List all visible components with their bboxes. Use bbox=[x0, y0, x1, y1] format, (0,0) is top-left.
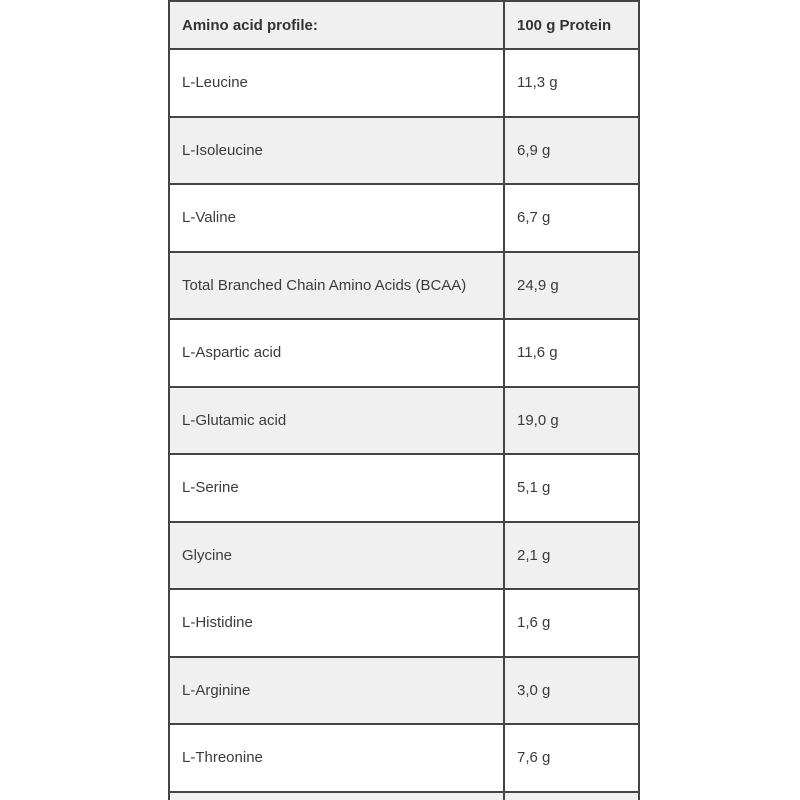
amino-acid-name: L-Arginine bbox=[169, 657, 504, 725]
table-row-partial bbox=[169, 792, 639, 800]
amino-acid-amount: 7,6 g bbox=[504, 724, 639, 792]
table-row bbox=[169, 319, 639, 387]
amino-acid-amount: 2,1 g bbox=[504, 522, 639, 590]
amino-acid-name: L-Serine bbox=[169, 454, 504, 522]
amino-acid-name: Glycine bbox=[169, 522, 504, 590]
table-header bbox=[169, 1, 639, 49]
amino-acid-name: L-Histidine bbox=[169, 589, 504, 657]
amino-acid-name: L-Threonine bbox=[169, 724, 504, 792]
table-row bbox=[169, 49, 639, 117]
table-row bbox=[169, 522, 639, 590]
amino-acid-amount: 5,1 g bbox=[504, 454, 639, 522]
table-row bbox=[169, 589, 639, 657]
table-row bbox=[169, 657, 639, 725]
table-row bbox=[169, 387, 639, 455]
amino-acid-amount: 19,0 g bbox=[504, 387, 639, 455]
table-header-label: Amino acid profile: bbox=[169, 1, 504, 49]
table-header-row bbox=[169, 1, 639, 49]
amino-acid-amount: 6,7 g bbox=[504, 184, 639, 252]
amino-acid-amount: 1,6 g bbox=[504, 589, 639, 657]
amino-acid-name: L-Leucine bbox=[169, 49, 504, 117]
table-row bbox=[169, 724, 639, 792]
table-header-value: 100 g Protein bbox=[504, 1, 639, 49]
amino-acid-name: L-Isoleucine bbox=[169, 117, 504, 185]
amino-acid-name: Total Branched Chain Amino Acids (BCAA) bbox=[169, 252, 504, 320]
amino-acid-amount bbox=[504, 792, 639, 800]
amino-acid-name: L-Aspartic acid bbox=[169, 319, 504, 387]
amino-acid-name: L-Valine bbox=[169, 184, 504, 252]
amino-acid-name: L-Glutamic acid bbox=[169, 387, 504, 455]
table-row bbox=[169, 117, 639, 185]
amino-acid-amount: 11,6 g bbox=[504, 319, 639, 387]
amino-acid-amount: 24,9 g bbox=[504, 252, 639, 320]
table-row bbox=[169, 454, 639, 522]
amino-acid-profile-table bbox=[168, 0, 640, 800]
amino-acid-amount: 3,0 g bbox=[504, 657, 639, 725]
amino-acid-amount: 11,3 g bbox=[504, 49, 639, 117]
table-row bbox=[169, 252, 639, 320]
table-body bbox=[169, 49, 639, 800]
amino-acid-amount: 6,9 g bbox=[504, 117, 639, 185]
table-row bbox=[169, 184, 639, 252]
amino-acid-name bbox=[169, 792, 504, 800]
